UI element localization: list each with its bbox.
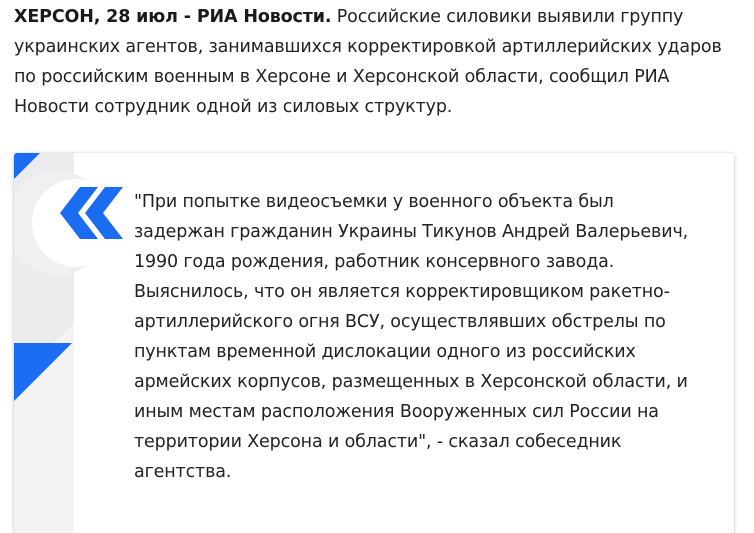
article-lead-paragraph (14, 2, 744, 122)
quote-block (14, 153, 734, 533)
article-dateline: ХЕРСОН, 28 июл - РИА Новости. (14, 7, 332, 27)
quote-decoration (14, 153, 134, 533)
quote-text: "При попытке видеосъемки у военного объекта был задержан гражданин Украины Тикунов Андрей Валерьевич, 1990 года рождения, работник консервного завода. Выяснилось, что он является корректировщиком ракетно-артиллерийского огня ВСУ, осуществлявших обстрелы по пунктам временной дислокации одного из российских армейских корпусов, размещенных в Херсонской области, и иным местам расположения Вооруженных сил России на территории Херсона и области", - сказал собеседник агентства. (134, 192, 689, 482)
article-lead-text: Российские силовики выявили группу украинских агентов, занимавшихся корректировкой артиллерийских ударов по российским военным в Херсоне и Херсонской области, сообщил РИА Новости сотрудник одной из силовых структур. (14, 7, 722, 117)
